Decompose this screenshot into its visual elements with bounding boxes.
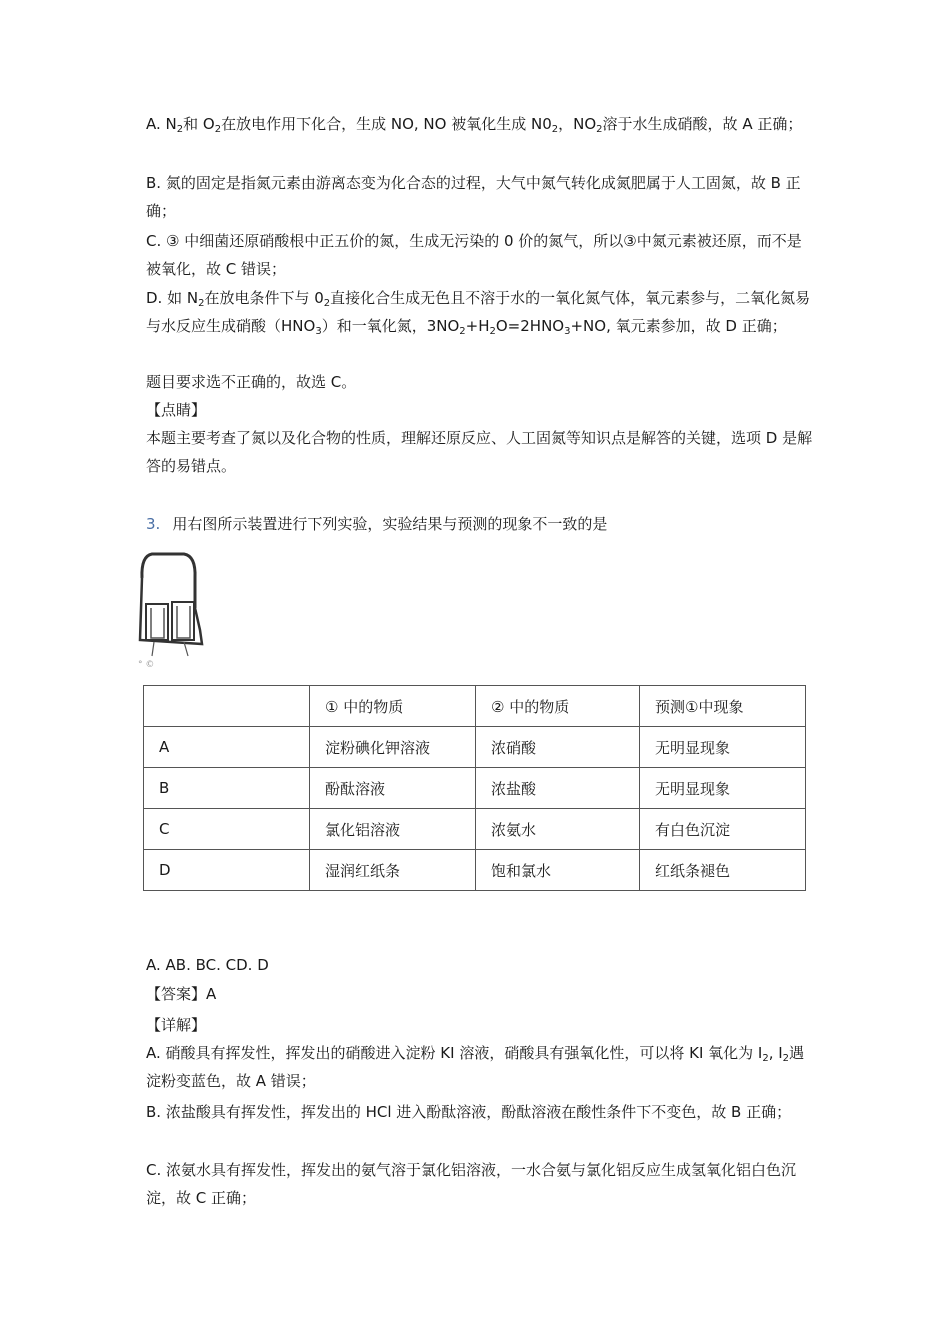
apparatus-figure xyxy=(132,548,212,673)
analysis-option-d: D. 如 $N_2$在放电条件下与 $0_2$直接化合生成无色且不溶于水的一氧化氮气体，氧元素参与，二氧化氮易与水反应生成硝酸$(HNO_3)$和一氧化氮，$3NO_2+H_2O=2HNO_3+NO$, 氧元素参加，故 D 正确； xyxy=(146,289,811,337)
detail-label: 【详解】 xyxy=(146,1016,207,1034)
table-cell: A xyxy=(144,727,310,768)
table-row xyxy=(144,727,806,768)
table-cell: 氯化铝溶液 xyxy=(310,809,476,850)
detail-option-b: B. 浓盐酸具有挥发性，挥发出的 HCl 进入酚酞溶液，酚酞溶液在酸性条件下不变色，故 B 正确； xyxy=(146,1103,792,1121)
table-cell: 饱和氯水 xyxy=(476,850,640,891)
figure-caption: ° © xyxy=(138,660,155,670)
table-row xyxy=(144,809,806,850)
analysis-conclusion: 题目要求选不正确的，故选 C。 xyxy=(146,373,357,391)
table-header-cell: 预测①中现象 xyxy=(640,686,806,727)
bell-jar xyxy=(142,554,195,608)
dianjing-text: 本题主要考查了氮以及化合物的性质，理解还原反应、人工固氮等知识点是解答的关键，选项 D 是解答的易错点。 xyxy=(146,429,813,475)
answer-options: A. AB. BC. CD. D xyxy=(146,956,269,974)
analysis-option-a: A. $N_2$和 $O_2$在放电作用下化合，生成 NO, NO 被氧化生成 $N0_2$，$NO_2$溶于水生成硝酸，故 A 正确； xyxy=(146,115,803,135)
analysis-option-c: C. ③ 中细菌还原硝酸根中正五价的氮，生成无污染的 0 价的氮气，所以③中氮元素被还原，而不是被氧化，故 C 错误； xyxy=(146,232,802,278)
table-cell: 湿润红纸条 xyxy=(310,850,476,891)
detail-option-a: A. 硝酸具有挥发性，挥发出的硝酸进入淀粉 KI 溶液，硝酸具有强氧化性，可以将 KI 氧化为 $I_2$, $I_2$遇淀粉变蓝色，故 A 错误； xyxy=(146,1044,805,1090)
dianjing-label: 【点睛】 xyxy=(146,401,207,419)
answer-label: 【答案】A xyxy=(146,985,217,1003)
table-cell: 淀粉碘化钾溶液 xyxy=(310,727,476,768)
question-number: 3. xyxy=(146,515,161,533)
table-cell: 酚酞溶液 xyxy=(310,768,476,809)
table-cell: B xyxy=(144,768,310,809)
experiment-table xyxy=(143,685,806,891)
table-header-cell: ① 中的物质 xyxy=(310,686,476,727)
table-cell: D xyxy=(144,850,310,891)
table-cell: 浓氨水 xyxy=(476,809,640,850)
table-cell: 无明显现象 xyxy=(640,727,806,768)
table-row xyxy=(144,850,806,891)
table-header-cell xyxy=(144,686,310,727)
table-cell: 有白色沉淀 xyxy=(640,809,806,850)
table-cell: 红纸条褪色 xyxy=(640,850,806,891)
table-cell: 浓盐酸 xyxy=(476,768,640,809)
table-cell: C xyxy=(144,809,310,850)
table-cell: 浓硝酸 xyxy=(476,727,640,768)
analysis-option-b: B. 氮的固定是指氮元素由游离态变为化合态的过程，大气中氮气转化成氮肥属于人工固氮，故 B 正确； xyxy=(146,174,801,220)
table-cell: 无明显现象 xyxy=(640,768,806,809)
question-3-stem: 3. 用右图所示装置进行下列实验，实验结果与预测的现象不一致的是 xyxy=(146,515,608,533)
table-header-cell: ② 中的物质 xyxy=(476,686,640,727)
table-row xyxy=(144,768,806,809)
label-line-1 xyxy=(152,642,154,656)
table-header-row xyxy=(144,686,806,727)
detail-option-c: C. 浓氨水具有挥发性，挥发出的氨气溶于氯化铝溶液，一水合氨与氯化铝反应生成氢氧化铝白色沉淀，故 C 正确； xyxy=(146,1161,797,1207)
